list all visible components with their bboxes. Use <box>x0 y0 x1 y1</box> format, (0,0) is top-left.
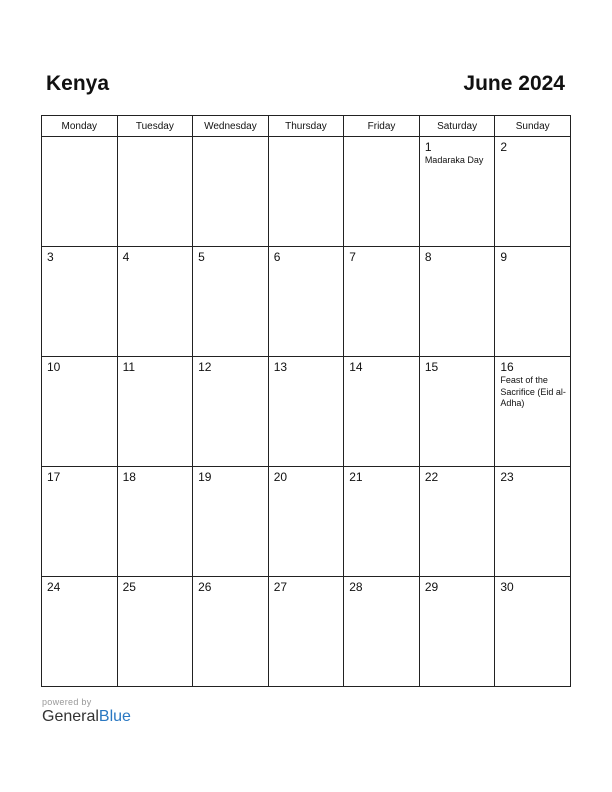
day-cell <box>268 247 344 357</box>
weekday-header: Saturday <box>419 116 495 137</box>
day-cell <box>117 137 193 247</box>
day-number: 1 <box>424 140 432 154</box>
day-cell <box>42 467 118 577</box>
day-cell <box>419 137 495 247</box>
day-number: 23 <box>500 470 514 484</box>
week-row <box>42 137 571 247</box>
day-cell <box>344 357 420 467</box>
holiday-label: Madaraka Day <box>424 155 484 165</box>
weekday-header-row <box>42 116 571 137</box>
day-cell <box>193 247 269 357</box>
day-cell <box>193 467 269 577</box>
day-number: 3 <box>47 250 54 264</box>
weekday-header: Tuesday <box>117 116 193 137</box>
day-cell <box>344 247 420 357</box>
day-cell <box>344 467 420 577</box>
day-number: 30 <box>500 580 514 594</box>
week-row <box>42 577 571 687</box>
day-number: 5 <box>198 250 205 264</box>
day-cell <box>42 247 118 357</box>
day-number: 22 <box>424 470 439 484</box>
day-cell <box>344 137 420 247</box>
day-number: 12 <box>198 360 212 374</box>
day-cell <box>495 357 571 467</box>
day-cell <box>495 137 571 247</box>
footer-branding <box>42 697 131 726</box>
weekday-header: Monday <box>42 116 118 137</box>
day-cell <box>495 247 571 357</box>
day-cell <box>495 577 571 687</box>
generalblue-logo[interactable] <box>42 708 131 726</box>
day-cell <box>419 247 495 357</box>
day-cell <box>193 137 269 247</box>
day-number: 8 <box>424 250 432 264</box>
day-number: 18 <box>122 470 136 484</box>
holiday-label: Feast of the Sacrifice (Eid al-Adha) <box>500 375 566 408</box>
day-number: 10 <box>47 360 61 374</box>
calendar-grid <box>41 115 571 687</box>
day-cell <box>268 577 344 687</box>
day-cell <box>193 577 269 687</box>
day-number: 26 <box>198 580 212 594</box>
day-number: 17 <box>47 470 61 484</box>
day-number: 6 <box>273 250 281 264</box>
day-cell <box>344 577 420 687</box>
day-cell <box>117 357 193 467</box>
day-cell <box>268 467 344 577</box>
day-number: 24 <box>47 580 61 594</box>
weekday-header: Friday <box>344 116 420 137</box>
week-row <box>42 357 571 467</box>
day-number: 2 <box>500 140 508 154</box>
day-number: 7 <box>349 250 356 264</box>
day-number: 4 <box>122 250 130 264</box>
weekday-header: Thursday <box>268 116 344 137</box>
week-row <box>42 247 571 357</box>
day-number: 13 <box>273 360 288 374</box>
week-row <box>42 467 571 577</box>
day-number: 15 <box>424 360 439 374</box>
brand-general: General <box>42 708 99 725</box>
day-cell <box>419 357 495 467</box>
day-number: 14 <box>349 360 363 374</box>
day-number: 20 <box>273 470 288 484</box>
day-cell <box>193 357 269 467</box>
month-title: June 2024 <box>463 72 565 95</box>
day-cell <box>117 467 193 577</box>
day-number: 9 <box>500 250 508 264</box>
day-cell <box>117 577 193 687</box>
day-cell <box>117 247 193 357</box>
day-number: 11 <box>122 360 136 374</box>
weekday-header: Sunday <box>495 116 571 137</box>
day-cell <box>268 137 344 247</box>
day-cell <box>495 467 571 577</box>
day-number: 19 <box>198 470 212 484</box>
day-number: 25 <box>122 580 136 594</box>
weekday-header: Wednesday <box>193 116 269 137</box>
country-title: Kenya <box>46 72 110 95</box>
brand-blue: Blue <box>98 708 131 725</box>
day-number: 29 <box>424 580 439 594</box>
day-number: 21 <box>349 470 363 484</box>
day-number: 16 <box>500 360 514 374</box>
powered-by-label: powered by <box>42 697 92 707</box>
day-cell <box>42 577 118 687</box>
day-number: 27 <box>273 580 288 594</box>
day-cell <box>268 357 344 467</box>
day-cell <box>42 357 118 467</box>
day-number: 28 <box>349 580 363 594</box>
day-cell <box>419 577 495 687</box>
day-cell <box>42 137 118 247</box>
day-cell <box>419 467 495 577</box>
